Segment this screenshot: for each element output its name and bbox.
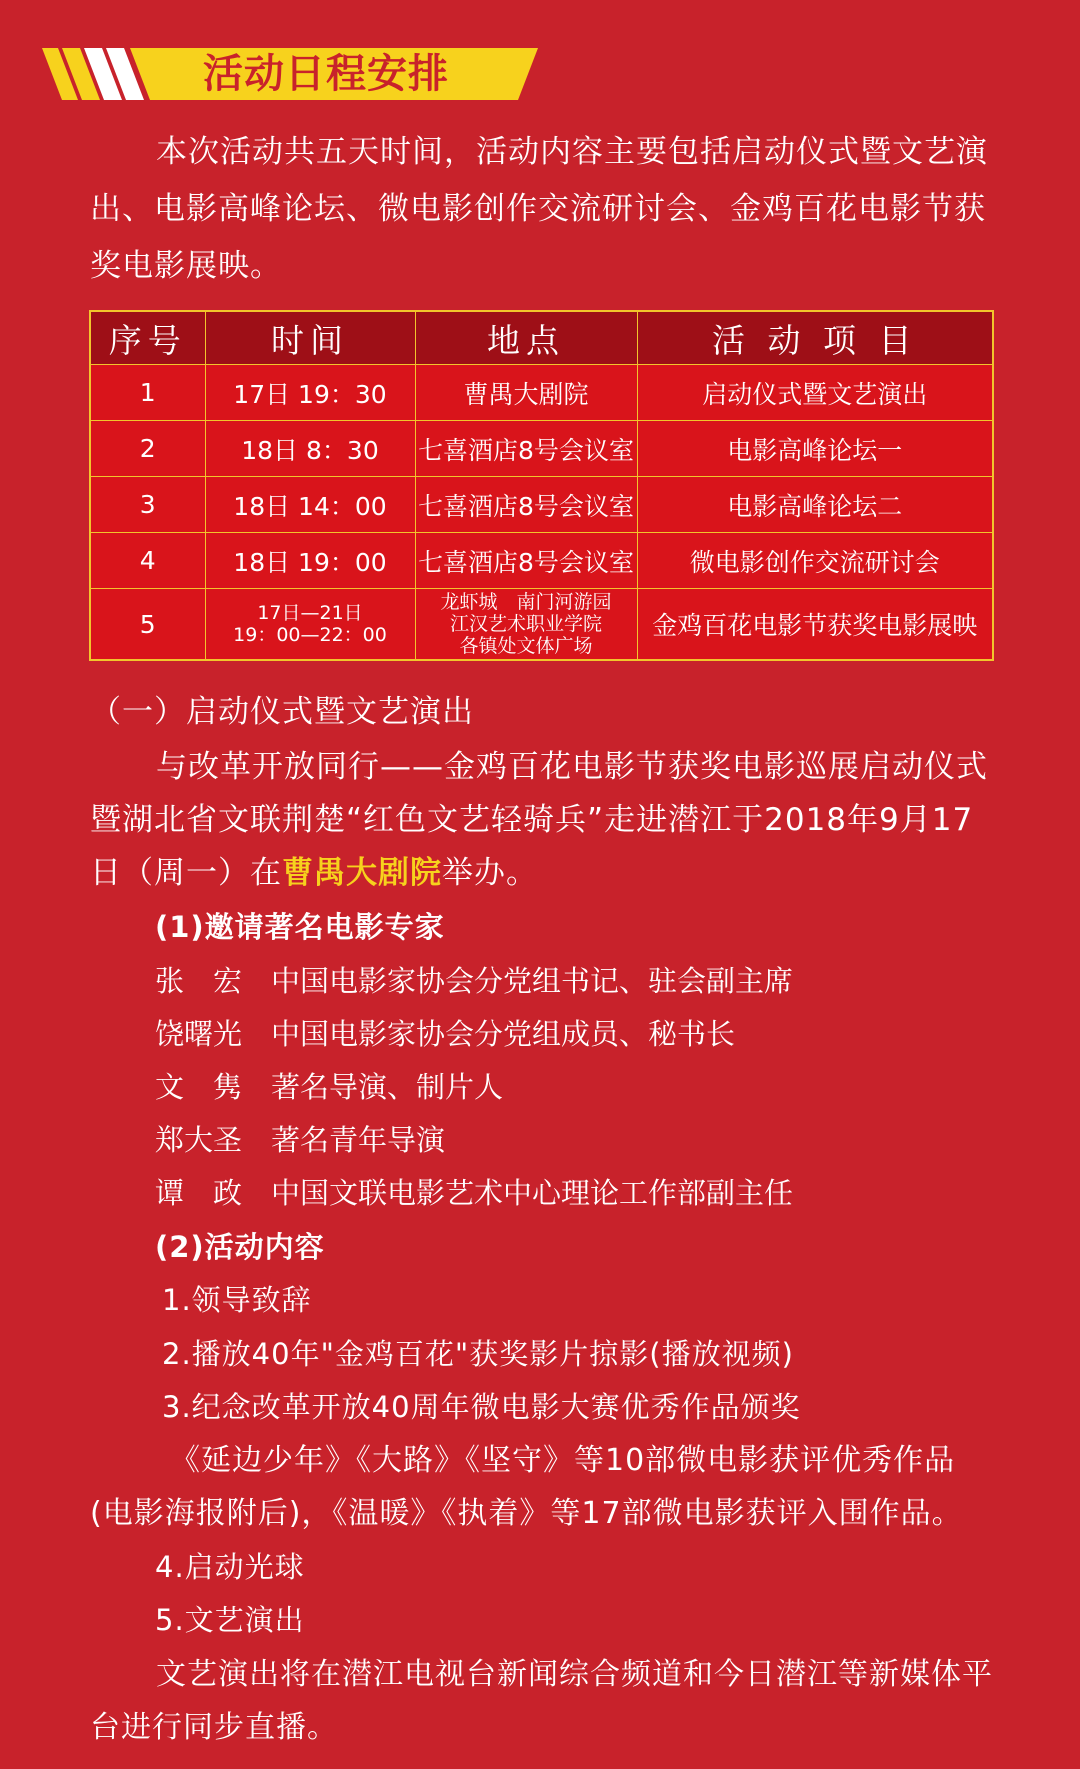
cell-no: 3 [90, 477, 205, 533]
cell-place: 曹禺大剧院 [415, 365, 637, 421]
cell-time: 18日 19：00 [205, 533, 415, 589]
expert-row [155, 961, 793, 1001]
content-heading: (2)活动内容 [155, 1230, 325, 1264]
table-row [90, 477, 993, 533]
expert-name: 张 宏 [155, 964, 243, 998]
cell-no: 5 [90, 589, 205, 661]
part1-heading: （一）启动仪式暨文艺演出 [90, 694, 474, 730]
cell-time-line: 17日—21日 [257, 602, 363, 624]
part1-text-a: 与改革开放同行——金鸡百花电影节获奖电影巡展启动仪式暨湖北省文联荆楚“红色文艺轻骑兵”走进潜江于2018年9月17日（周一）在 [90, 749, 988, 891]
table-row [90, 533, 993, 589]
cell-item: 电影高峰论坛一 [637, 421, 993, 477]
cell-item: 金鸡百花电影节获奖电影展映 [637, 589, 993, 661]
cell-time: 17日 19：30 [205, 365, 415, 421]
cell-place-line: 龙虾城 南门河游园 [440, 591, 612, 613]
expert-title: 著名导演、制片人 [271, 1070, 504, 1104]
intro-paragraph: 本次活动共五天时间，活动内容主要包括启动仪式暨文艺演出、电影高峰论坛、微电影创作交流研讨会、金鸡百花电影节获奖电影展映。 [90, 134, 988, 284]
expert-title: 中国电影家协会分党组书记、驻会副主席 [271, 964, 794, 998]
part1-paragraph [90, 741, 995, 900]
expert-name: 郑大圣 [155, 1123, 243, 1157]
content-item-5-detail: 文艺演出将在潜江电视台新闻综合频道和今日潜江等新媒体平台进行同步直播。 [90, 1657, 993, 1745]
cell-time: 18日 14：00 [205, 477, 415, 533]
cell-time: 18日 8：30 [205, 421, 415, 477]
expert-row [155, 1014, 735, 1054]
expert-row [155, 1067, 503, 1107]
header-item: 活 动 项 目 [637, 311, 993, 365]
cell-place [415, 589, 637, 661]
table-row [90, 589, 993, 661]
header-place: 地点 [415, 311, 637, 365]
expert-title: 著名青年导演 [271, 1123, 446, 1157]
content-item-5: 5.文艺演出 [155, 1603, 305, 1637]
cell-item: 微电影创作交流研讨会 [637, 533, 993, 589]
content-item-1: 1.领导致辞 [162, 1283, 312, 1317]
schedule-table [89, 310, 994, 661]
expert-row [155, 1120, 445, 1160]
table-row [90, 365, 993, 421]
header-time: 时间 [205, 311, 415, 365]
venue-highlight: 曹禺大剧院 [282, 855, 442, 891]
experts-heading: (1)邀请著名电影专家 [155, 910, 445, 944]
content-item-3: 3.纪念改革开放40周年微电影大赛优秀作品颁奖 [162, 1390, 801, 1424]
section-title: 活动日程安排 [203, 51, 449, 97]
cell-time-line: 19：00—22：00 [233, 624, 387, 646]
cell-place-line: 各镇处文体广场 [459, 635, 593, 657]
cell-place: 七喜酒店8号会议室 [415, 421, 637, 477]
content-item-2: 2.播放40年"金鸡百花"获奖影片掠影(播放视频) [162, 1337, 794, 1371]
expert-name: 饶曙光 [155, 1017, 243, 1051]
content-item-3-detail: 《延边少年》《大路》《坚守》等10部微电影获评优秀作品(电影海报附后)，《温暖》《执着》等17部微电影获评入围作品。 [90, 1443, 963, 1531]
content-item-4: 4.启动光球 [155, 1550, 305, 1584]
cell-place-line: 江汉艺术职业学院 [449, 613, 602, 635]
cell-place: 七喜酒店8号会议室 [415, 477, 637, 533]
part1-text-b: 举办。 [442, 855, 538, 891]
header-no: 序号 [90, 311, 205, 365]
cell-place: 七喜酒店8号会议室 [415, 533, 637, 589]
expert-row [155, 1173, 793, 1213]
expert-name: 谭 政 [155, 1176, 243, 1210]
table-header-row [90, 311, 993, 365]
cell-no: 1 [90, 365, 205, 421]
table-row [90, 421, 993, 477]
cell-no: 4 [90, 533, 205, 589]
expert-title: 中国电影家协会分党组成员、秘书长 [271, 1017, 736, 1051]
cell-item: 电影高峰论坛二 [637, 477, 993, 533]
section-banner [38, 44, 538, 104]
expert-title: 中国文联电影艺术中心理论工作部副主任 [271, 1176, 794, 1210]
cell-item: 启动仪式暨文艺演出 [637, 365, 993, 421]
expert-name: 文 隽 [155, 1070, 243, 1104]
cell-no: 2 [90, 421, 205, 477]
cell-time [205, 589, 415, 661]
